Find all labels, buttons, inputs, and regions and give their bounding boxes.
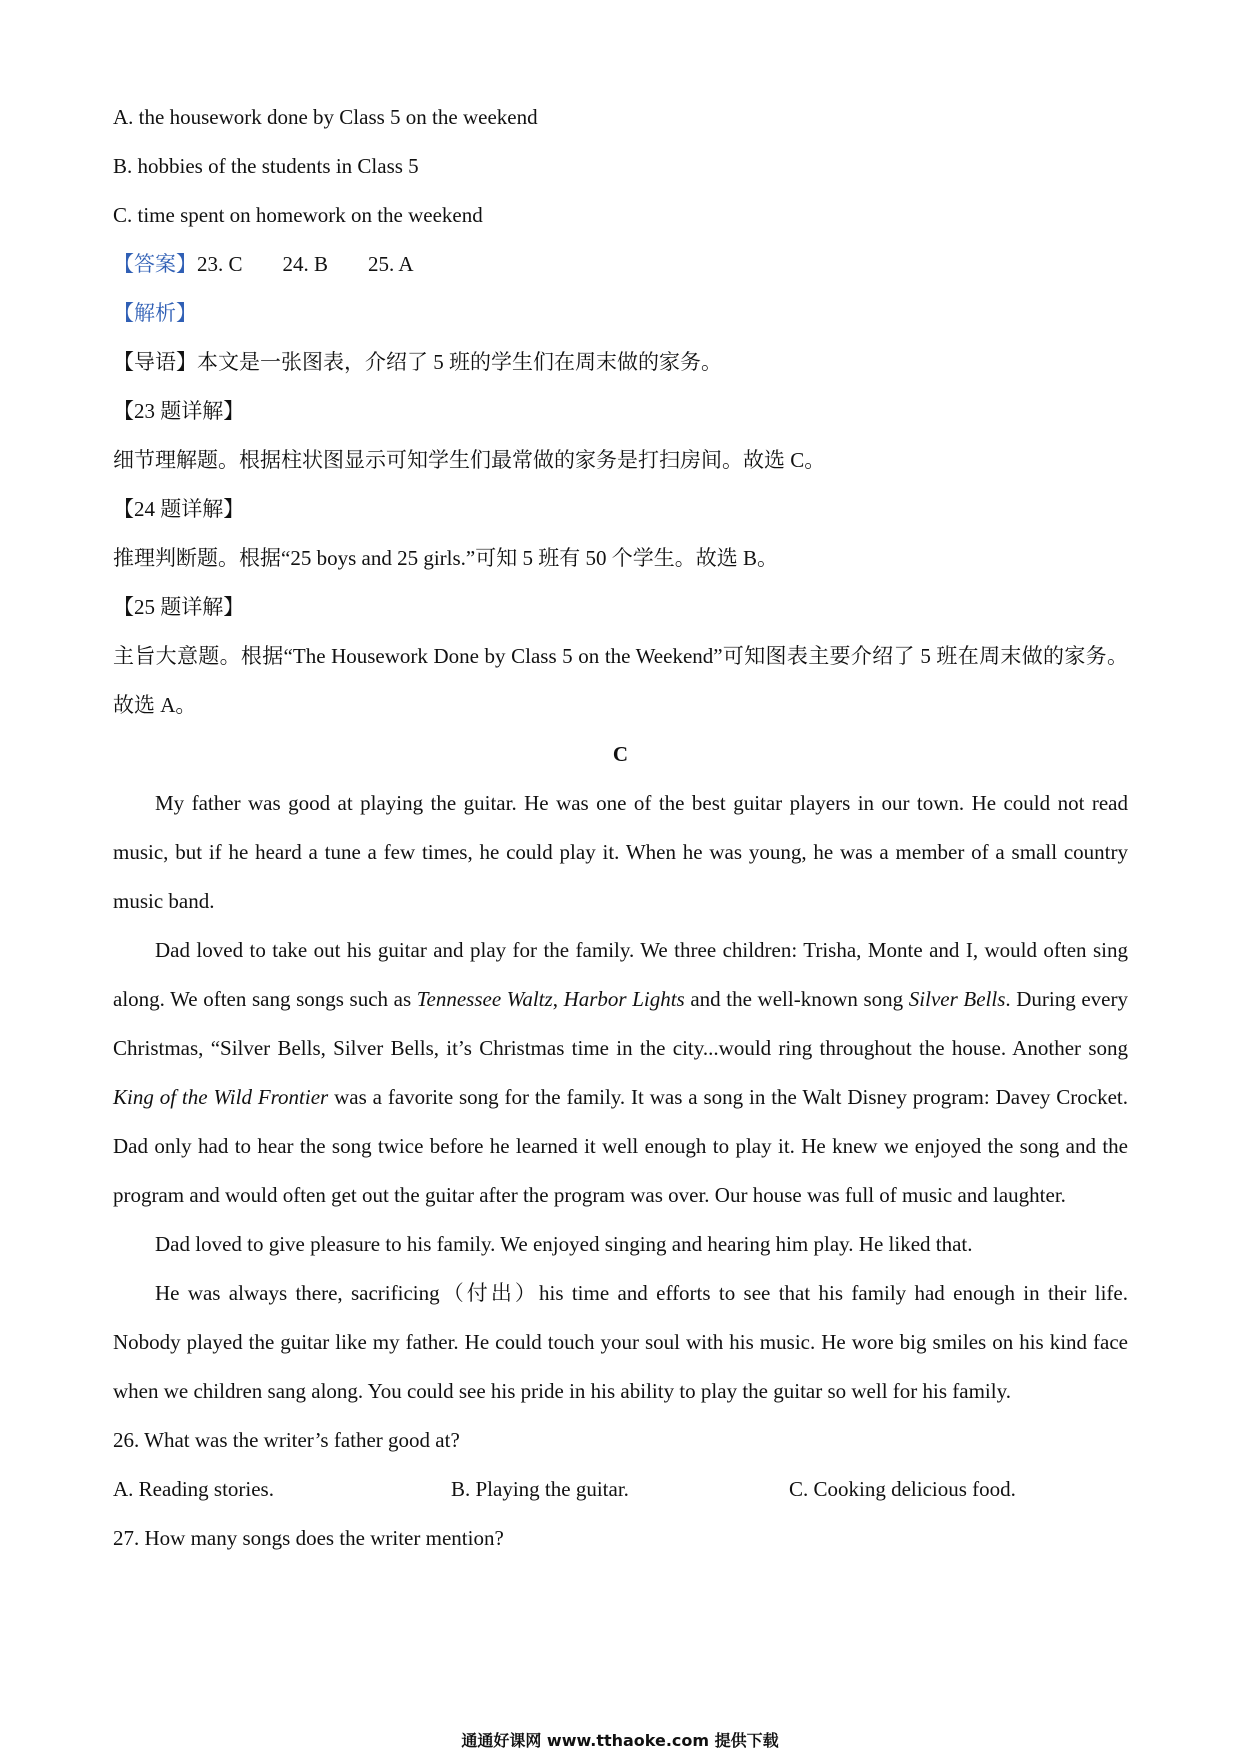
option-b: B. hobbies of the students in Class 5 [113,154,419,178]
q24-heading: 【24 题详解】 [113,497,245,521]
q25-text: 主旨大意题。根据“The Housework Done by Class 5 on the Weekend”可知图表主要介绍了 5 班在周末做的家务。故选 A。 [113,644,1128,717]
answer-line [113,240,1128,289]
q23-heading: 【23 题详解】 [113,399,245,423]
answer-label: 【答案】 [113,252,197,276]
option-a: A. the housework done by Class 5 on the weekend [113,105,538,129]
q24-text: 推理判断题。根据“25 boys and 25 girls.”可知 5 班有 50 个学生。故选 B。 [113,546,778,570]
page-footer: 通通好课网 www.tthaoke.com 提供下载 [461,1731,779,1750]
intro-line [113,338,1128,387]
option-c: C. time spent on homework on the weekend [113,203,483,227]
passage [113,779,1128,1416]
q26-question: 26. What was the writer’s father good at? [113,1428,460,1452]
answer-25: 25. A [368,252,414,276]
q26-option-a: A. Reading stories. [113,1477,274,1501]
intro-text: 本文是一张图表，介绍了 5 班的学生们在周末做的家务。 [197,350,722,374]
passage-paragraph-1: My father was good at playing the guitar. He was one of the best guitar players in our town. He could not read music, but if he heard a tune a few times, he could play it. When he was young, he was a member of a small country music band. [113,791,1128,913]
passage-paragraph-4: He was always there, sacrificing（付出）his time and efforts to see that his family had enough in their life. Nobody played the guitar like my father. He could touch your soul with his music. He wore big smiles on his kind face when we children sang along. You could see his pride in his ability to play the guitar so well for his family. [113,1281,1128,1403]
q26-options [113,1465,1128,1514]
answer-24: 24. B [282,252,329,276]
song-title: Harbor Lights [563,987,685,1011]
document-page [113,93,1128,1563]
passage-paragraph-2: Dad loved to take out his guitar and play for the family. We three children: Trisha, Monte and I, would often sing along. We often sang songs such as Tennessee Waltz, Harbor Lights and the well-known song Silver Bells. During every Christmas, “Silver Bells, Silver Bells, it’s Christmas time in the city...would ring throughout the house. Another song King of the Wild Frontier was a favorite song for the family. It was a song in the Walt Disney program: Davey Crocket. Dad only had to hear the song twice before he learned it well enough to play it. He knew we enjoyed the song and the program and would often get out the guitar after the program was over. Our house was full of music and laughter. [113,938,1129,1207]
passage-paragraph-3: Dad loved to give pleasure to his family. We enjoyed singing and hearing him play. He liked that. [155,1232,973,1256]
q23-text: 细节理解题。根据柱状图显示可知学生们最常做的家务是打扫房间。故选 C。 [113,448,826,472]
song-title: Tennessee Waltz [416,987,553,1011]
q26-option-b: B. Playing the guitar. [451,1477,629,1501]
section-title: C [612,742,629,766]
q27-question: 27. How many songs does the writer mention? [113,1526,504,1550]
q25-heading: 【25 题详解】 [113,595,245,619]
song-title: King of the Wild Frontier [113,1085,329,1109]
answer-23: 23. C [197,252,243,276]
q26-option-c: C. Cooking delicious food. [789,1477,1016,1501]
analysis-label: 【解析】 [113,301,197,325]
song-title: Silver Bells [908,987,1006,1011]
intro-label: 【导语】 [113,350,197,374]
